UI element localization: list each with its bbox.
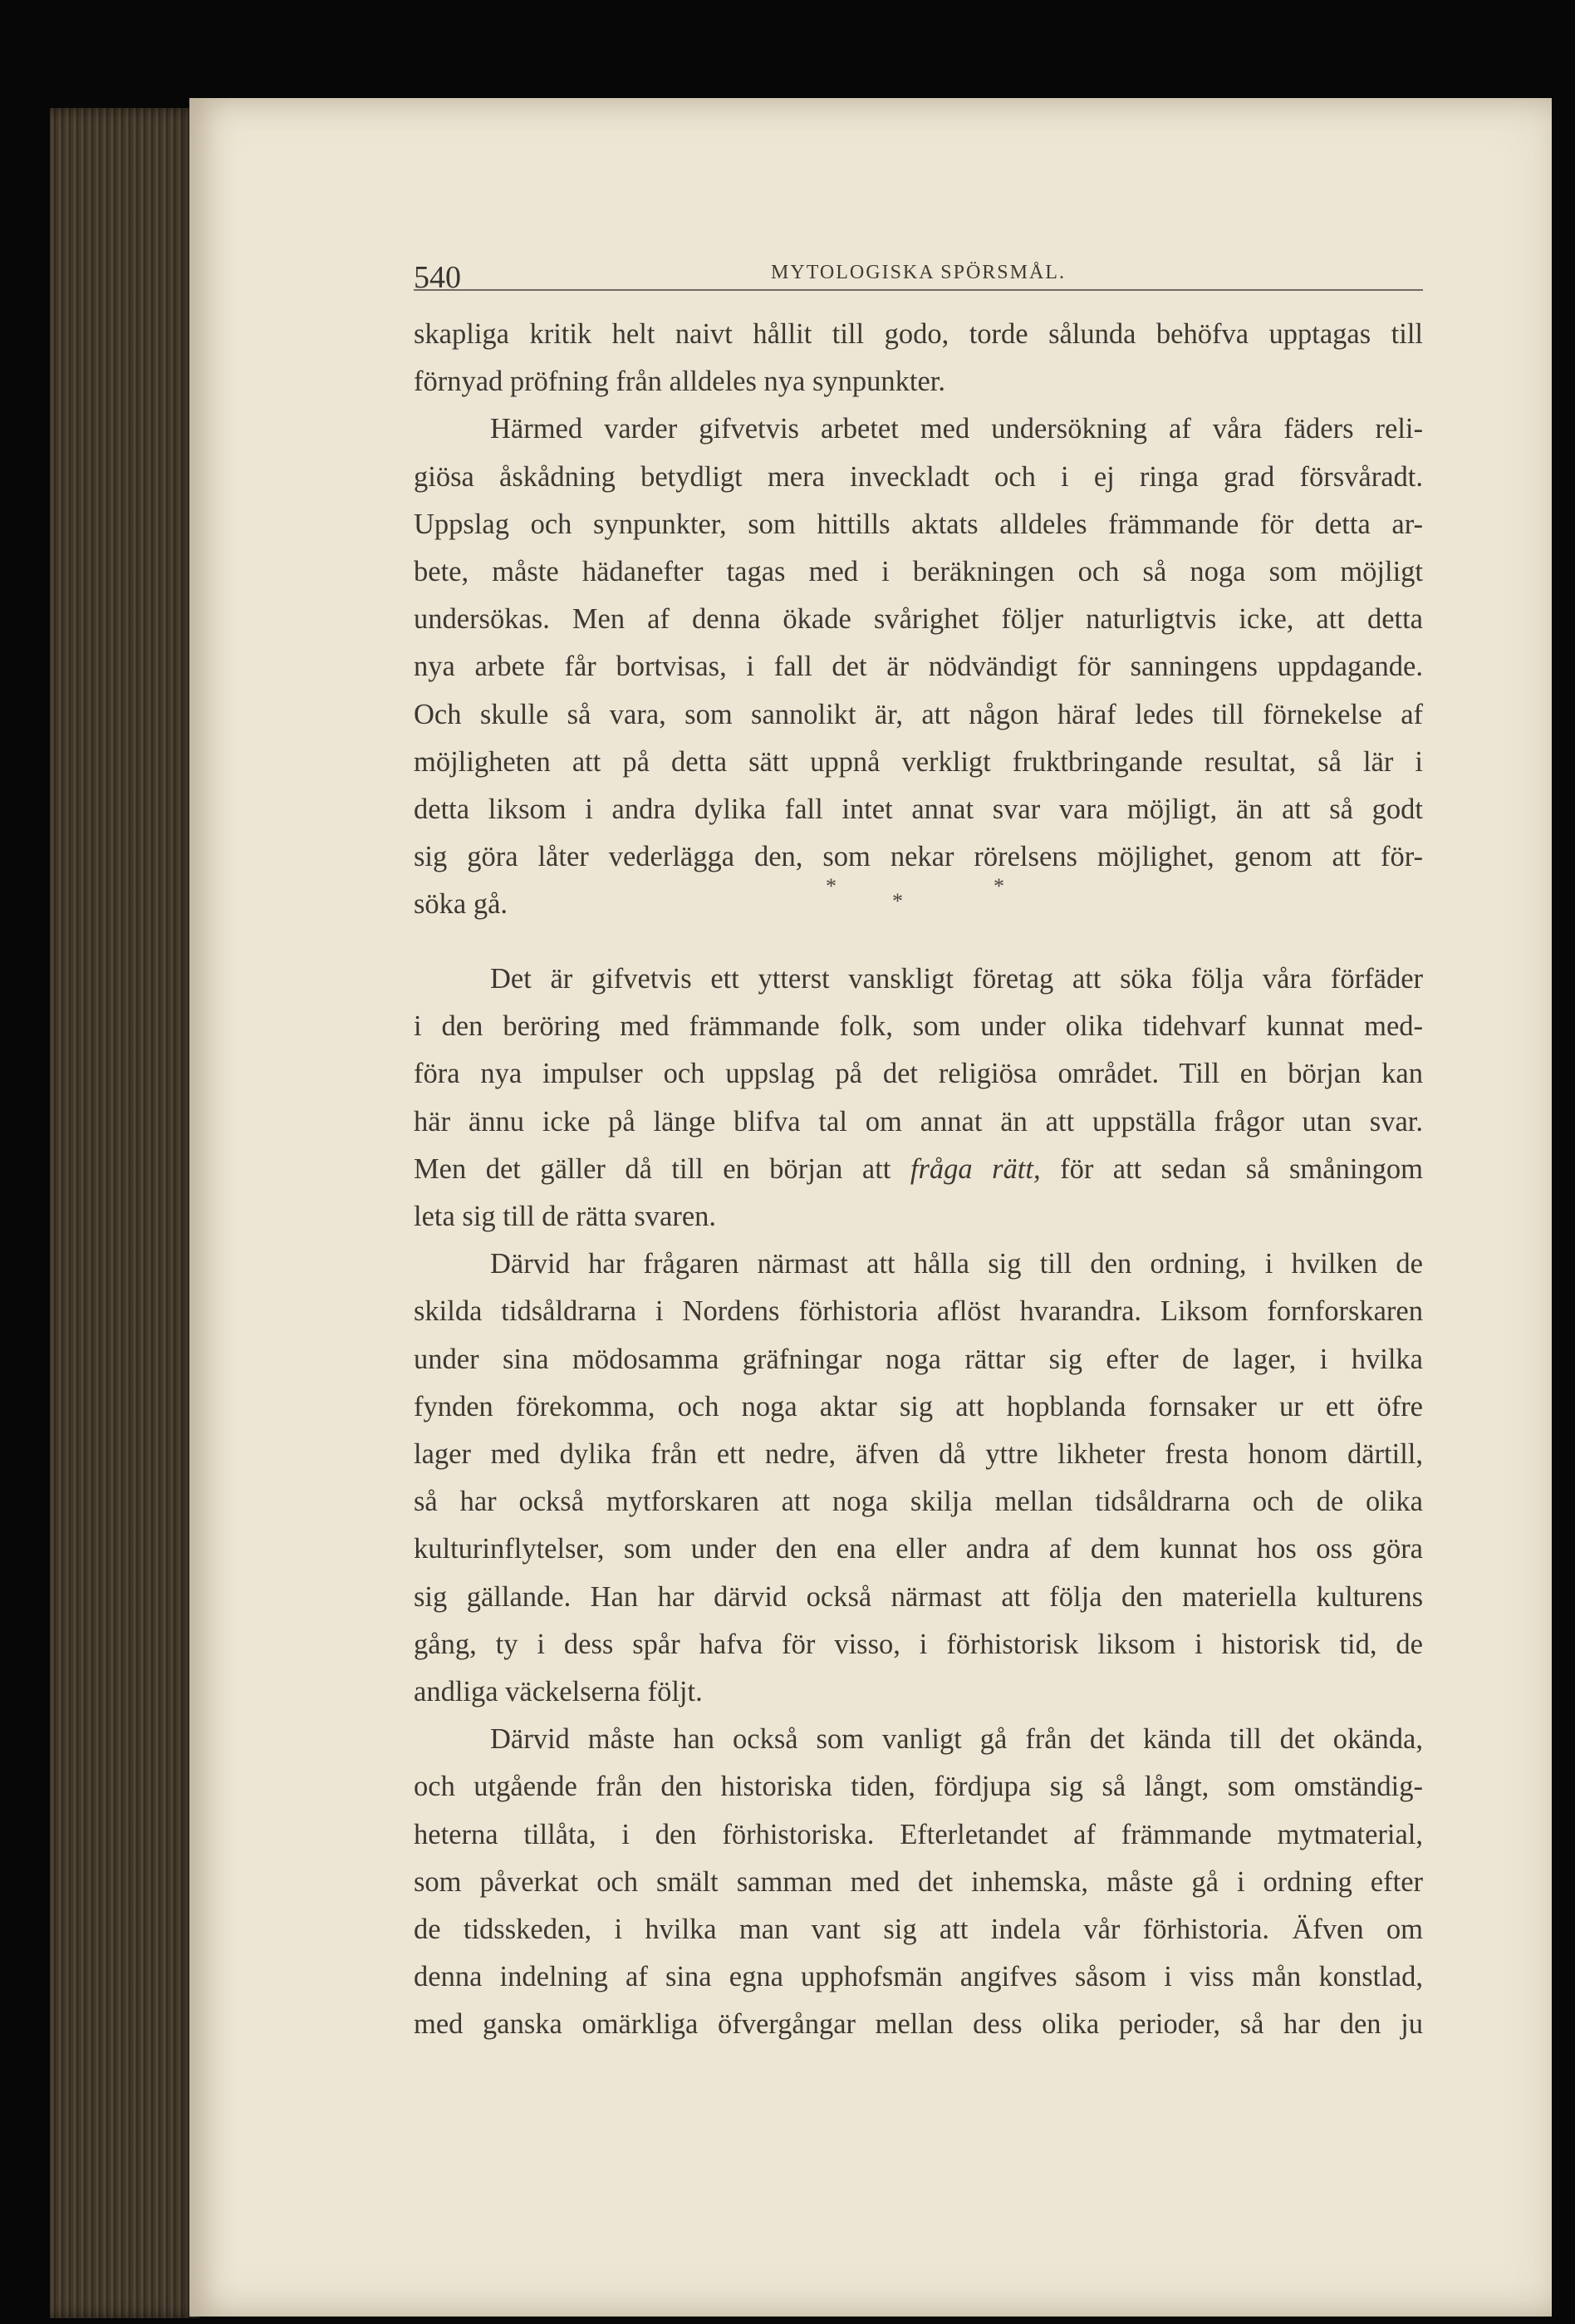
running-title: MYTOLOGISKA SPÖRSMÅL. <box>771 262 1066 283</box>
text-line: kulturinflytelser, som under den ena eller andra af dem kunnat hos oss göra <box>414 1533 1423 1565</box>
text-line: och utgående från den historiska tiden, fördjupa sig så långt, som omständig- <box>414 1771 1423 1803</box>
text-line: Härmed varder gifvetvis arbetet med undersökning af våra fäders reli- <box>490 413 1423 445</box>
text-line: föra nya impulser och uppslag på det religiösa området. Till en början kan <box>414 1058 1423 1090</box>
text-line: leta sig till de rätta svaren. <box>414 1201 717 1233</box>
text-line: heterna tillåta, i den förhistoriska. Efterletandet af främmande mytmaterial, <box>414 1818 1423 1850</box>
text-segment: för att sedan så småningom <box>1040 1152 1423 1185</box>
book-page-edges <box>50 108 199 2318</box>
separator-asterisk: * <box>892 889 903 913</box>
text-line: som påverkat och smält samman med det inhemska, måste gå i ordning efter <box>414 1865 1423 1898</box>
text-line: Och skulle så vara, som sannolikt är, att någon häraf ledes till förnekelse af <box>414 698 1423 730</box>
text-line: denna indelning af sina egna upphofsmän angifves såsom i viss mån konstlad, <box>414 1961 1423 1993</box>
text-line: bete, måste hädanefter tagas med i beräkningen och så noga som möjligt <box>414 556 1423 588</box>
text-line: söka gå. <box>414 888 508 921</box>
separator-asterisk: * <box>994 874 1004 898</box>
text-line: andliga väckelserna följt. <box>414 1676 703 1708</box>
text-line: förnyad pröfning från alldeles nya synpunkter. <box>414 366 945 398</box>
text-line: så har också mytforskaren att noga skilja mellan tidsåldrarna och de olika <box>414 1486 1423 1518</box>
text-segment: Men det gäller då till en början att <box>414 1152 910 1185</box>
text-line-with-italic <box>414 1146 1423 1193</box>
text-line: de tidsskeden, i hvilka man vant sig att indela vår förhistoria. Äfven om <box>414 1914 1423 1946</box>
page-header <box>414 249 1423 295</box>
text-line: Därvid har frågaren närmast att hålla sig till den ordning, i hvilken de <box>490 1248 1423 1280</box>
text-line: Därvid måste han också som vanligt gå från det kända till det okända, <box>490 1723 1423 1756</box>
text-line: under sina mödosamma gräfningar noga rättar sig efter de lager, i hvilka <box>414 1343 1423 1375</box>
page-number: 540 <box>414 260 461 295</box>
text-line: skilda tidsåldrarna i Nordens förhistoria aflöst hvarandra. Liksom fornforskaren <box>414 1295 1423 1328</box>
text-line: lager med dylika från ett nedre, äfven då yttre likheter fresta honom därtill, <box>414 1438 1423 1471</box>
text-line: med ganska omärkliga öfvergångar mellan dess olika perioder, så har den ju <box>414 2008 1423 2041</box>
text-line: fynden förekomma, och noga aktar sig att hopblanda fornsaker ur ett öfre <box>414 1390 1423 1422</box>
text-line: Det är gifvetvis ett ytterst vanskligt företag att söka följa våra förfäder <box>490 963 1423 995</box>
text-line: Uppslag och synpunkter, som hittills aktats alldeles främmande för detta ar- <box>414 508 1423 540</box>
text-line: i den beröring med främmande folk, som under olika tidehvarf kunnat med- <box>414 1010 1423 1043</box>
text-line: skapliga kritik helt naivt hållit till godo, torde sålunda behöfva upptagas till <box>414 318 1423 350</box>
section2-text <box>414 956 1423 2049</box>
separator-asterisk: * <box>826 874 837 898</box>
text-line: här ännu icke på länge blifva tal om annat än att uppställa frågor utan svar. <box>414 1105 1423 1137</box>
text-line: nya arbete får bortvisas, i fall det är nödvändigt för sanningens uppdagande. <box>414 651 1423 683</box>
text-line: giösa åskådning betydligt mera inveckladt och i ej ringa grad försvåradt. <box>414 460 1423 493</box>
text-line: sig göra låter vederlägga den, som nekar rörelsens möjlighet, genom att för- <box>414 841 1423 873</box>
italic-phrase: fråga rätt, <box>910 1152 1041 1185</box>
section-separator <box>789 871 1022 921</box>
text-line: detta liksom i andra dylika fall intet annat svar vara möjligt, än att så godt <box>414 794 1423 826</box>
text-line: gång, ty i dess spår hafva för visso, i förhistorisk liksom i historisk tid, de <box>414 1628 1423 1660</box>
text-line: undersökas. Men af denna ökade svårighet följer naturligtvis icke, att detta <box>414 603 1423 636</box>
text-line: sig gällande. Han har därvid också närmast att följa den materiella kulturens <box>414 1580 1423 1613</box>
section1-text <box>414 311 1423 929</box>
text-line: möjligheten att på detta sätt uppnå verkligt fruktbringande resultat, så lär i <box>414 745 1423 778</box>
